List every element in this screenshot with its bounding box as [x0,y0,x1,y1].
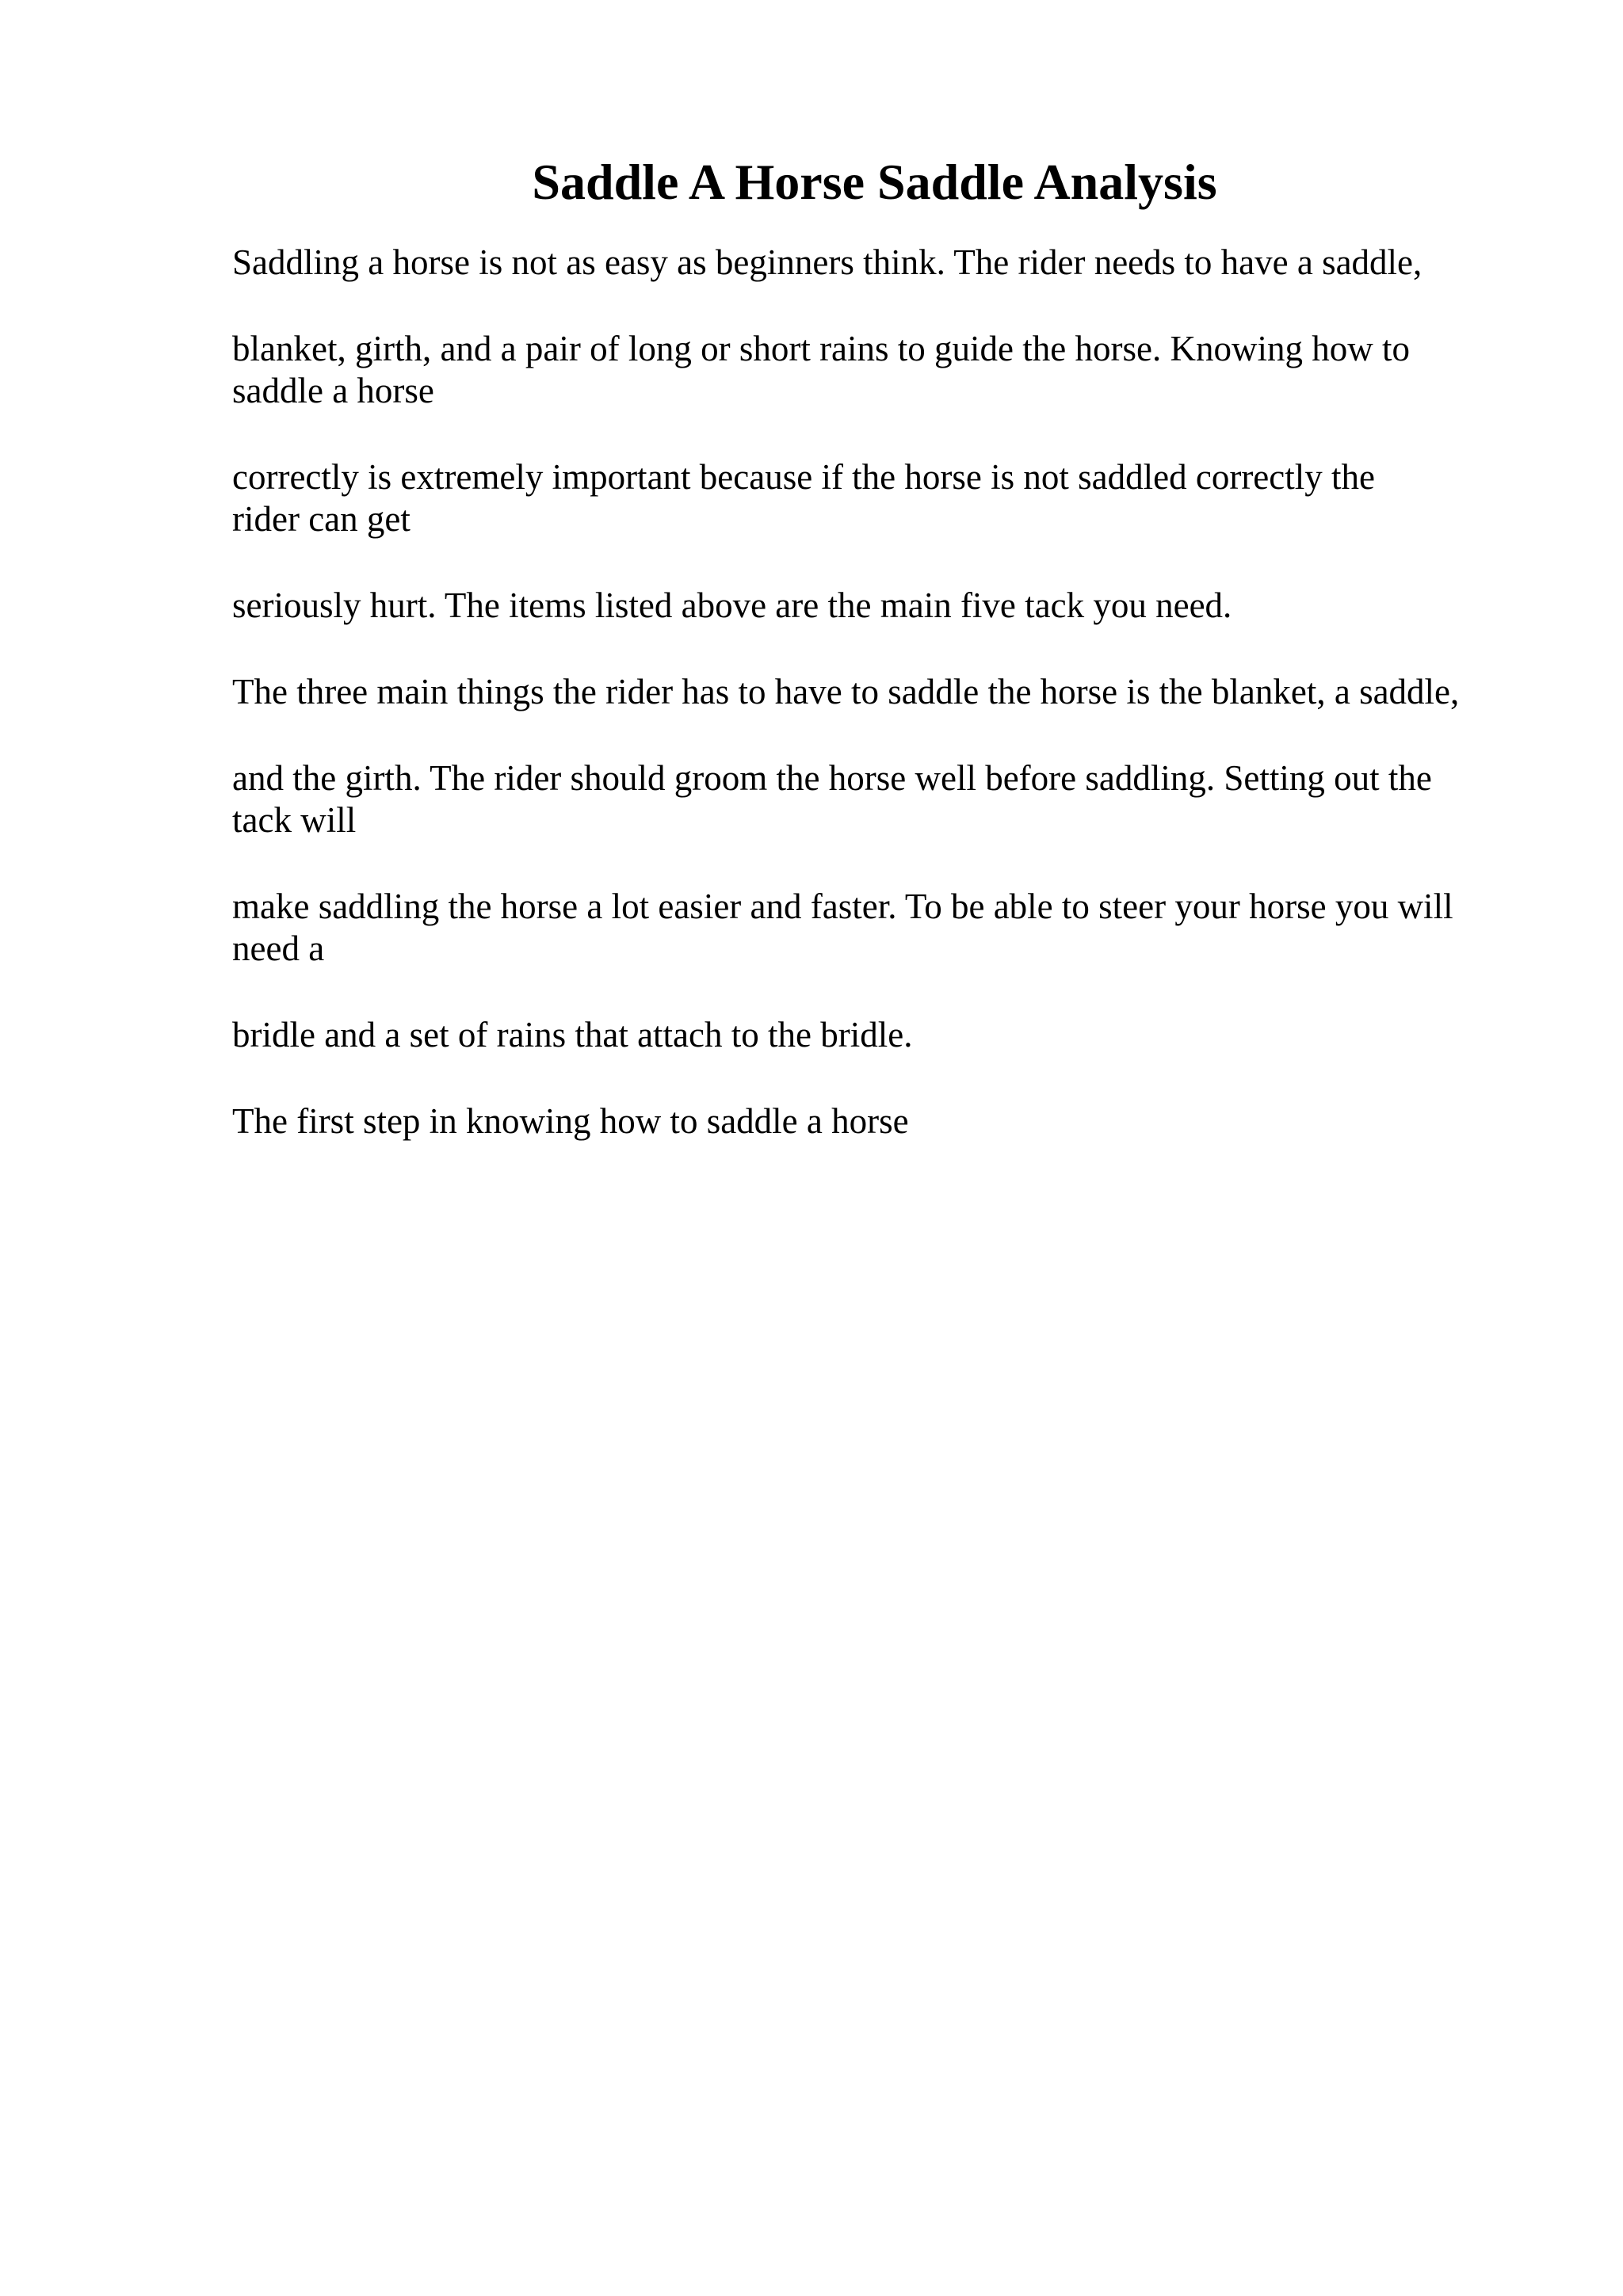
paragraph-line: correctly is extremely important because if the horse is not saddled correctly the [232,457,1375,497]
document-title: Saddle A Horse Saddle Analysis [532,154,1217,210]
paragraph-line: bridle and a set of rains that attach to the bridle. [232,1015,913,1055]
paragraph-line: Saddling a horse is not as easy as beginners think. The rider needs to have a saddle, [232,242,1423,282]
paragraph [232,886,1516,970]
paragraph [232,328,1516,412]
paragraph-line: need a [232,929,325,968]
paragraph [232,671,1516,713]
paragraph-line: and the girth. The rider should groom the horse well before saddling. Setting out the [232,758,1432,798]
paragraph-line: The first step in knowing how to saddle a horse [232,1101,909,1141]
paragraph-line: make saddling the horse a lot easier and faster. To be able to steer your horse you will [232,887,1453,926]
paragraph-line: seriously hurt. The items listed above are the main five tack you need. [232,585,1232,625]
paragraph [232,1100,1516,1142]
paragraph [232,757,1516,841]
paragraph-line: rider can get [232,499,411,539]
paragraph [232,242,1516,284]
document-body [232,242,1516,1187]
paragraph [232,456,1516,540]
paragraph-line: saddle a horse [232,371,434,410]
paragraph [232,585,1516,627]
paragraph [232,1014,1516,1056]
paragraph-line: tack will [232,800,357,840]
paragraph-line: blanket, girth, and a pair of long or short rains to guide the horse. Knowing how to [232,329,1410,368]
paragraph-line: The three main things the rider has to have to saddle the horse is the blanket, a saddle, [232,672,1460,711]
